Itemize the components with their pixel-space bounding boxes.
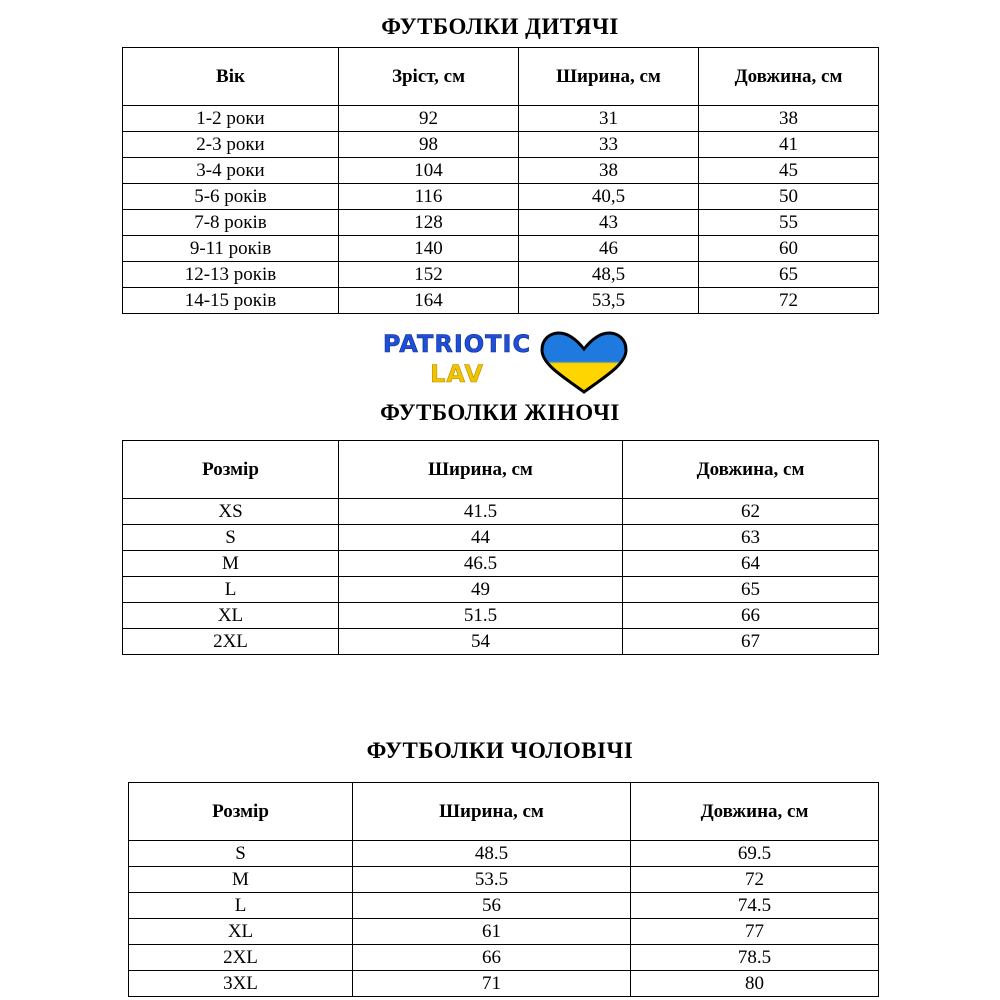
cell-size: 2XL <box>123 629 339 655</box>
column-header: Довжина, см <box>623 441 879 499</box>
cell-age: 7-8 років <box>123 210 339 236</box>
table-row <box>129 893 879 919</box>
cell-height: 116 <box>339 184 519 210</box>
table-row <box>123 184 879 210</box>
cell-length: 45 <box>699 158 879 184</box>
cell-height: 152 <box>339 262 519 288</box>
cell-width: 46.5 <box>339 551 623 577</box>
cell-length: 65 <box>699 262 879 288</box>
cell-height: 128 <box>339 210 519 236</box>
cell-length: 65 <box>623 577 879 603</box>
cell-size: M <box>123 551 339 577</box>
cell-length: 66 <box>623 603 879 629</box>
cell-size: XL <box>123 603 339 629</box>
table-row <box>123 551 879 577</box>
kids-table-container <box>122 47 878 314</box>
section-title-kids: ФУТБОЛКИ ДИТЯЧІ <box>381 14 619 39</box>
table-row <box>129 841 879 867</box>
cell-size: XL <box>129 919 353 945</box>
table-row <box>123 262 879 288</box>
cell-width: 66 <box>353 945 631 971</box>
column-header: Ширина, см <box>353 783 631 841</box>
cell-height: 164 <box>339 288 519 314</box>
cell-age: 5-6 років <box>123 184 339 210</box>
women-table-container <box>122 440 878 655</box>
column-header: Ширина, см <box>519 48 699 106</box>
column-header: Ширина, см <box>339 441 623 499</box>
cell-length: 80 <box>631 971 879 997</box>
cell-width: 53.5 <box>353 867 631 893</box>
column-header: Зріст, см <box>339 48 519 106</box>
cell-width: 56 <box>353 893 631 919</box>
cell-length: 50 <box>699 184 879 210</box>
cell-width: 71 <box>353 971 631 997</box>
cell-age: 9-11 років <box>123 236 339 262</box>
men-table-container <box>128 782 878 997</box>
table-row <box>129 867 879 893</box>
column-header: Вік <box>123 48 339 106</box>
cell-width: 38 <box>519 158 699 184</box>
brand-logo <box>372 330 642 394</box>
brand-logo-text <box>372 332 542 386</box>
cell-age: 2-3 роки <box>123 132 339 158</box>
cell-size: 3XL <box>129 971 353 997</box>
cell-length: 67 <box>623 629 879 655</box>
table-header-row <box>129 783 879 841</box>
cell-size: L <box>129 893 353 919</box>
cell-width: 49 <box>339 577 623 603</box>
cell-length: 69.5 <box>631 841 879 867</box>
cell-length: 55 <box>699 210 879 236</box>
cell-width: 53,5 <box>519 288 699 314</box>
women-size-table <box>122 440 879 655</box>
brand-name-line1: PATRIOTIC <box>382 330 532 358</box>
cell-length: 60 <box>699 236 879 262</box>
cell-width: 31 <box>519 106 699 132</box>
table-header-row <box>123 48 879 106</box>
cell-size: S <box>123 525 339 551</box>
cell-size: XS <box>123 499 339 525</box>
cell-width: 46 <box>519 236 699 262</box>
cell-size: M <box>129 867 353 893</box>
cell-size: L <box>123 577 339 603</box>
table-row <box>123 577 879 603</box>
cell-length: 41 <box>699 132 879 158</box>
cell-width: 43 <box>519 210 699 236</box>
cell-width: 51.5 <box>339 603 623 629</box>
kids-size-table <box>122 47 879 314</box>
cell-length: 63 <box>623 525 879 551</box>
table-row <box>123 106 879 132</box>
cell-length: 38 <box>699 106 879 132</box>
cell-width: 40,5 <box>519 184 699 210</box>
cell-height: 140 <box>339 236 519 262</box>
table-row <box>123 132 879 158</box>
cell-length: 74.5 <box>631 893 879 919</box>
table-row <box>123 210 879 236</box>
cell-age: 1-2 роки <box>123 106 339 132</box>
table-row <box>129 971 879 997</box>
column-header: Розмір <box>123 441 339 499</box>
cell-age: 14-15 років <box>123 288 339 314</box>
table-row <box>123 499 879 525</box>
cell-size: 2XL <box>129 945 353 971</box>
cell-width: 48.5 <box>353 841 631 867</box>
ukraine-flag-heart-icon <box>532 330 637 394</box>
men-size-table <box>128 782 879 997</box>
table-row <box>123 158 879 184</box>
table-row <box>129 919 879 945</box>
cell-length: 64 <box>623 551 879 577</box>
cell-width: 33 <box>519 132 699 158</box>
cell-length: 72 <box>699 288 879 314</box>
brand-name-line2: LAV <box>430 360 484 388</box>
section-title-men: ФУТБОЛКИ ЧОЛОВІЧІ <box>366 738 634 763</box>
cell-height: 98 <box>339 132 519 158</box>
cell-height: 104 <box>339 158 519 184</box>
section-title-women: ФУТБОЛКИ ЖІНОЧІ <box>380 400 620 425</box>
cell-width: 44 <box>339 525 623 551</box>
cell-length: 78.5 <box>631 945 879 971</box>
cell-width: 48,5 <box>519 262 699 288</box>
table-header-row <box>123 441 879 499</box>
column-header: Розмір <box>129 783 353 841</box>
table-row <box>123 288 879 314</box>
cell-length: 77 <box>631 919 879 945</box>
table-row <box>123 629 879 655</box>
cell-age: 12-13 років <box>123 262 339 288</box>
cell-width: 41.5 <box>339 499 623 525</box>
cell-length: 62 <box>623 499 879 525</box>
cell-width: 54 <box>339 629 623 655</box>
table-row <box>123 603 879 629</box>
table-row <box>123 236 879 262</box>
cell-height: 92 <box>339 106 519 132</box>
table-row <box>129 945 879 971</box>
column-header: Довжина, см <box>699 48 879 106</box>
cell-length: 72 <box>631 867 879 893</box>
cell-width: 61 <box>353 919 631 945</box>
cell-size: S <box>129 841 353 867</box>
table-row <box>123 525 879 551</box>
cell-age: 3-4 роки <box>123 158 339 184</box>
column-header: Довжина, см <box>631 783 879 841</box>
